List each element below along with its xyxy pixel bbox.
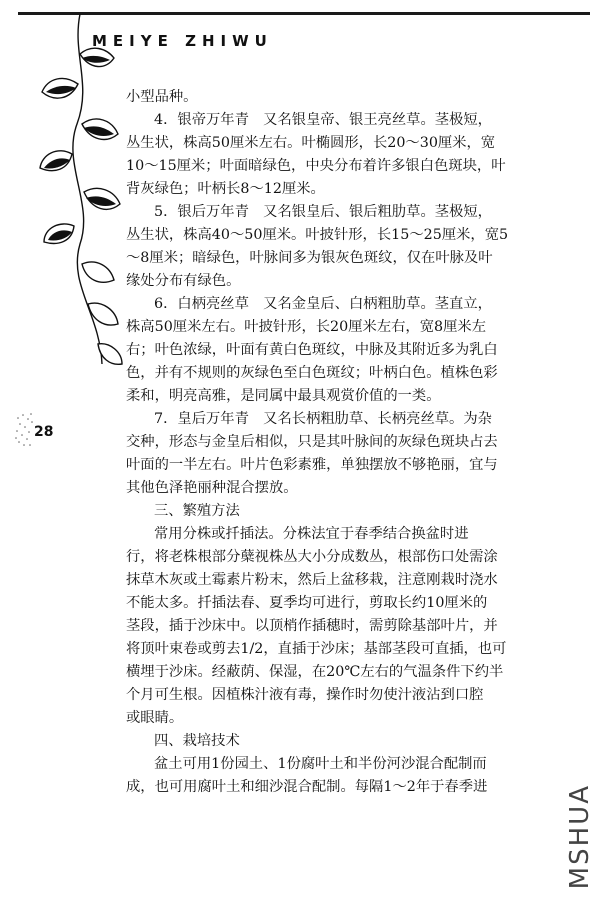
text-line: 丛生状，株高50厘米左右。叶椭圆形，长20～30厘米，宽 [126, 135, 496, 151]
text-line: ～8厘米；暗绿色，叶脉间多为银灰色斑纹，仅在叶脉及叶 [126, 250, 493, 266]
text-line: 7．皇后万年青 又名长柄粗肋草、长柄亮丝草。为杂 [154, 411, 492, 427]
text-line: 交种，形态与金皇后相似，只是其叶脉间的灰绿色斑块占去 [126, 434, 498, 450]
text-line: 6．白柄亮丝草 又名金皇后、白柄粗肋草。茎直立， [154, 296, 492, 312]
text-line: 4．银帝万年青 又名银皇帝、银王亮丝草。茎极短， [154, 112, 492, 128]
running-header: MEIYE ZHIWU [92, 32, 273, 50]
text-line: 丛生状，株高40～50厘米。叶披针形，长15～25厘米，宽5 [126, 227, 509, 243]
text-line: 柔和，明亮高雅，是同属中最具观赏价值的一类。 [126, 388, 441, 404]
text-line: 10～15厘米；叶面暗绿色，中央分布着许多银白色斑块，叶 [126, 158, 506, 174]
text-line: 缘处分布有绿色。 [126, 273, 241, 289]
watermark: MSHUA [565, 783, 595, 889]
page-number-text: 28 [34, 424, 54, 440]
text-line: 色，并有不规则的灰绿色至白色斑纹；叶柄白色。植株色彩 [126, 365, 498, 381]
text-line: 叶面的一半左右。叶片色彩素雅，单独摆放不够艳丽，宜与 [126, 457, 498, 473]
text-line: 或眼睛。 [126, 710, 184, 726]
text-line: 株高50厘米左右。叶披针形，长20厘米左右，宽8厘米左 [126, 319, 487, 335]
text-line: 不能太多。扦插法春、夏季均可进行，剪取长约10厘米的 [126, 595, 488, 611]
text-line: 成，也可用腐叶土和细沙混合配制。每隔1～2年于春季进 [126, 779, 488, 795]
text-line: 行，将老株根部分蘖视株丛大小分成数丛，根部伤口处需涂 [126, 549, 498, 565]
text-line: 将顶叶束卷或剪去1/2，直插于沙床；基部茎段可直插，也可 [126, 641, 507, 657]
text-line: 常用分株或扦插法。分株法宜于春季结合换盆时进 [154, 526, 469, 542]
section-heading: 四、栽培技术 [154, 733, 240, 749]
body-text [126, 86, 566, 799]
text-line: 横埋于沙床。经蔽荫、保湿，在20℃左右的气温条件下约半 [126, 664, 504, 680]
vine-decoration-icon [22, 14, 132, 374]
text-line: 其他色泽艳丽种混合摆放。 [126, 480, 298, 496]
text-line: 茎段，插于沙床中。以顶梢作插穗时，需剪除基部叶片，并 [126, 618, 498, 634]
page-number [14, 412, 54, 448]
text-line: 个月可生根。因植株汁液有毒，操作时勿使汁液沾到口腔 [126, 687, 484, 703]
text-line: 背灰绿色；叶柄长8～12厘米。 [126, 181, 325, 197]
text-line: 小型品种。 [126, 89, 198, 105]
section-heading: 三、繁殖方法 [154, 503, 240, 519]
text-line: 右；叶色浓绿，叶面有黄白色斑纹，中脉及其附近多为乳白 [126, 342, 498, 358]
text-line: 盆土可用1份园土、1份腐叶土和半份河沙混合配制而 [154, 756, 487, 772]
text-line: 5．银后万年青 又名银皇后、银后粗肋草。茎极短， [154, 204, 492, 220]
text-line: 抹草木灰或土霉素片粉末，然后上盆移栽，注意刚栽时浇水 [126, 572, 498, 588]
